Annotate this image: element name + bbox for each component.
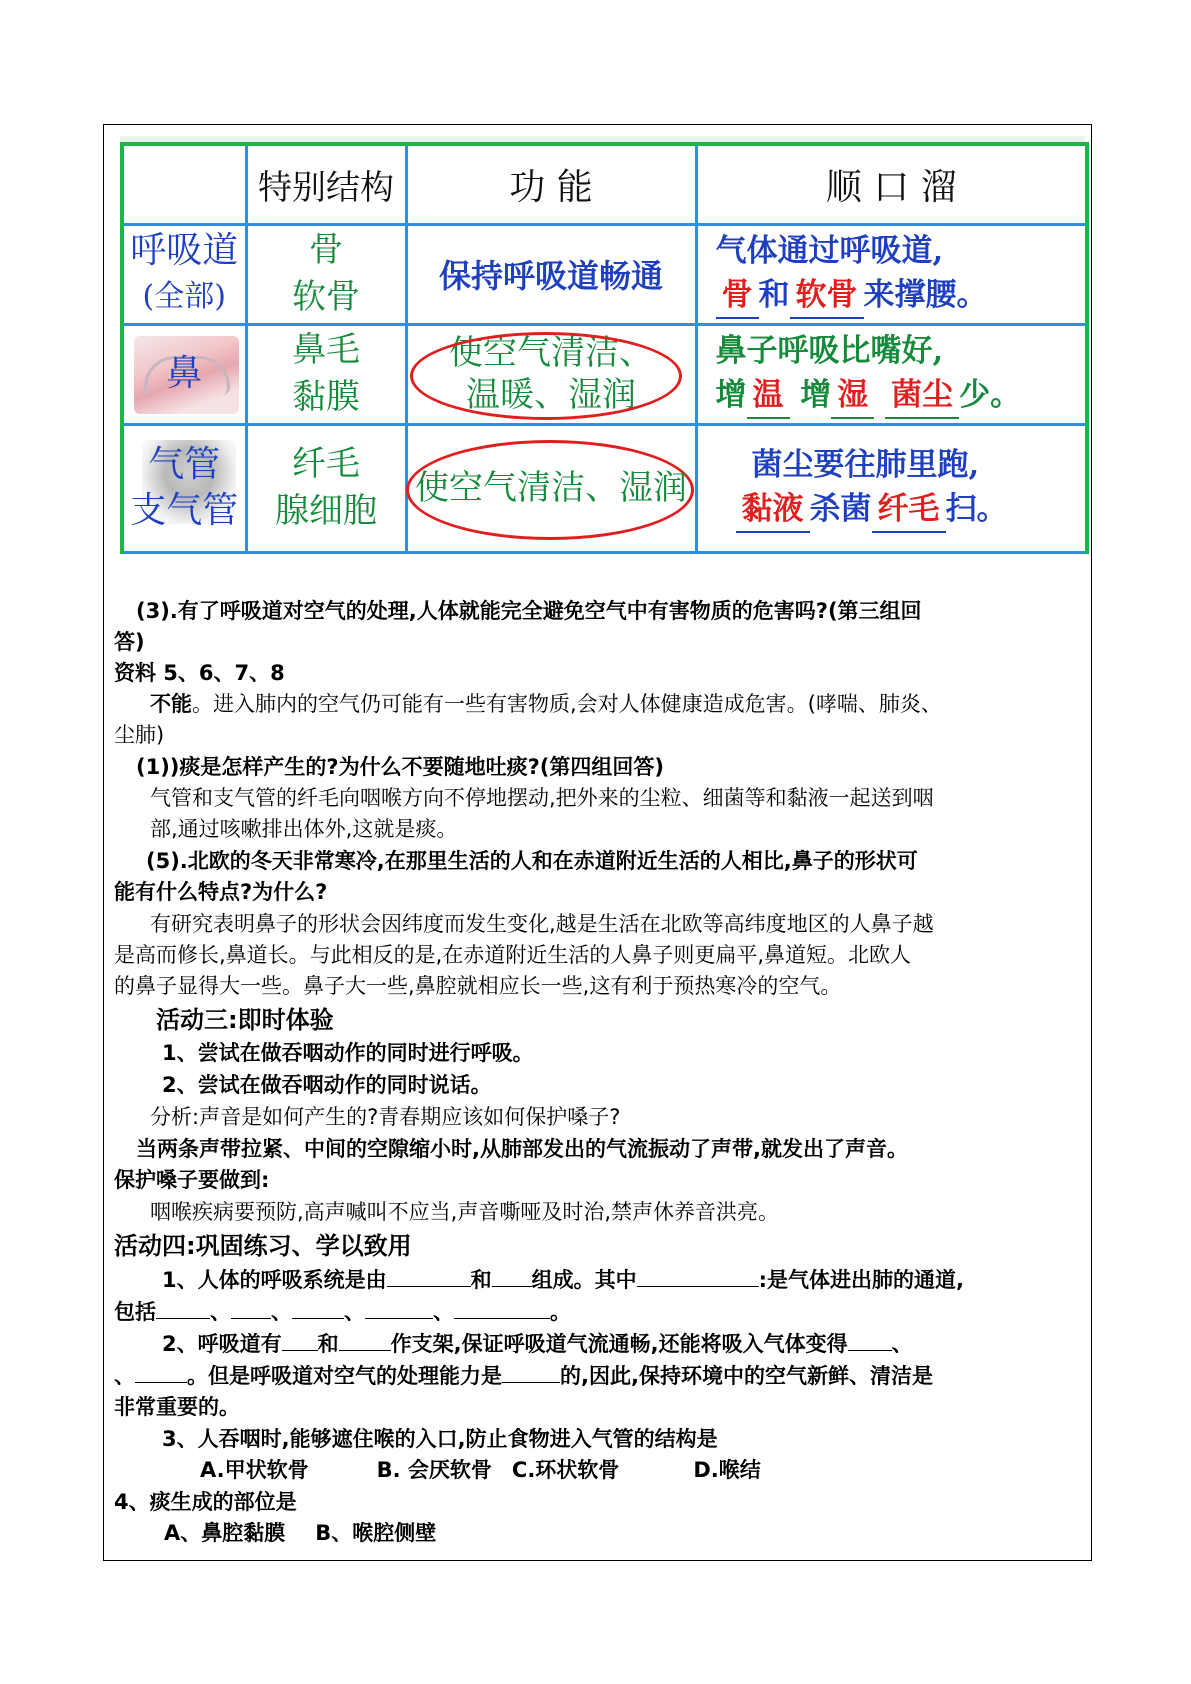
structure-cell <box>246 224 406 324</box>
exercise-text: :是气体进出肺的通道, <box>758 1268 964 1292</box>
rhyme-text: 增 <box>715 377 747 413</box>
respiratory-table-figure <box>120 136 1085 556</box>
question-4: (1))痰是怎样产生的?为什么不要随地吐痰?(第四组回答) <box>136 755 664 779</box>
table-row-airway <box>122 224 1087 324</box>
row-label-nose <box>122 324 246 424</box>
rhyme-line: 气体通过呼吸道, <box>715 233 944 269</box>
answer-blank[interactable] <box>282 1330 318 1351</box>
function-cell: 保持呼吸道畅通 <box>406 224 696 324</box>
header-structure: 特别结构 <box>246 144 406 224</box>
header-rhyme: 顺 口 溜 <box>696 144 1087 224</box>
table-row-nose <box>122 324 1087 424</box>
rhyme-cell <box>696 324 1087 424</box>
highlight-oval <box>410 332 682 420</box>
answer-5-cont: 的鼻子显得大一些。鼻子大一些,鼻腔就相应长一些,这有利于预热寒冷的空气。 <box>114 974 842 998</box>
voice-explanation: 当两条声带拉紧、中间的空隙缩小时,从肺部发出的气流振动了声带,就发出了声音。 <box>136 1137 908 1161</box>
structure-item: 黏膜 <box>292 377 360 417</box>
activity-3-title: 活动三:即时体验 <box>156 1006 334 1034</box>
answer-3-text: 。进入肺内的空气仍可能有一些有害物质,会对人体健康造成危害。(哮喘、肺炎、 <box>192 692 942 716</box>
function-line: 使空气清洁、湿润 <box>415 467 687 508</box>
structure-function-table <box>120 142 1089 554</box>
answer-blank[interactable] <box>292 1298 344 1319</box>
exercise-text: 。但是呼吸道对空气的处理能力是 <box>187 1364 502 1388</box>
option-b[interactable]: B. 会厌软骨 <box>376 1458 492 1482</box>
rhyme-text: 杀菌 <box>809 491 872 527</box>
exercise-2 <box>162 1329 913 1360</box>
separator: 、 <box>210 1300 231 1324</box>
rhyme-line: 鼻子呼吸比嘴好, <box>715 333 944 369</box>
exercise-text: 1、人体的呼吸系统是由 <box>162 1268 387 1292</box>
option-a[interactable]: A.甲状软骨 <box>200 1458 309 1482</box>
blank-answer: 骨 <box>716 273 759 319</box>
blank-answer: 软骨 <box>790 273 864 319</box>
table-header-row <box>122 144 1087 224</box>
rhyme-text: 和 <box>758 277 790 313</box>
activity-3-item: 2、尝试在做吞咽动作的同时说话。 <box>162 1073 492 1097</box>
answer-5: 有研究表明鼻子的形状会因纬度而发生变化,越是生活在北欧等高纬度地区的人鼻子越 <box>150 912 934 936</box>
answer-3-bold: 不能 <box>150 692 192 716</box>
option-a[interactable]: A、鼻腔黏膜 <box>164 1521 286 1545</box>
row-label-sub: 支气管 <box>130 490 239 531</box>
rhyme-text: 扫。 <box>945 491 1008 527</box>
rhyme-cell <box>696 224 1087 324</box>
structure-item: 软骨 <box>292 277 360 317</box>
answer-4-cont: 部,通过咳嗽排出体外,这就是痰。 <box>150 817 458 841</box>
answer-4: 气管和支气管的纤毛向咽喉方向不停地摆动,把外来的尘粒、细菌等和黏液一起送到咽 <box>150 786 934 810</box>
exercise-3-options <box>200 1455 761 1486</box>
exercise-4-options <box>164 1518 436 1549</box>
function-cell <box>406 324 696 424</box>
row-label-main: 鼻 <box>166 353 203 394</box>
rhyme-text: 少。 <box>959 377 1022 413</box>
structure-cell <box>246 324 406 424</box>
materials-ref: 资料 5、6、7、8 <box>114 661 285 685</box>
exercise-1 <box>162 1265 964 1296</box>
separator: 、 <box>344 1300 365 1324</box>
answer-blank[interactable] <box>848 1330 892 1351</box>
row-label-airway <box>122 224 246 324</box>
answer-blank[interactable] <box>135 1362 187 1383</box>
table-row-trachea <box>122 424 1087 552</box>
separator: 。 <box>550 1300 571 1324</box>
blank-answer: 温 <box>747 373 790 419</box>
exercise-text: 的,因此,保持环境中的空气新鲜、清洁是 <box>560 1364 933 1388</box>
answer-blank[interactable] <box>365 1298 433 1319</box>
structure-item: 腺细胞 <box>275 491 377 531</box>
separator: 、 <box>891 1332 913 1356</box>
answer-3 <box>150 689 942 720</box>
answer-blank[interactable] <box>156 1298 210 1319</box>
protect-text: 咽喉疾病要预防,高声喊叫不应当,声音嘶哑及时治,禁声休养音洪亮。 <box>150 1200 780 1224</box>
activity-4-title: 活动四:巩固练习、学以致用 <box>114 1232 412 1260</box>
separator: 、 <box>433 1300 454 1324</box>
function-cell <box>406 424 696 552</box>
row-label-main: 气管 <box>148 444 221 485</box>
answer-blank[interactable] <box>502 1362 560 1383</box>
rhyme-line <box>698 487 1086 533</box>
question-3: (3).有了呼吸道对空气的处理,人体就能完全避免空气中有害物质的危害吗?(第三组回 <box>136 599 922 623</box>
blank-answer: 菌尘 <box>885 373 959 419</box>
row-label-main: 呼吸道 <box>130 230 239 271</box>
blank-answer: 黏液 <box>736 487 810 533</box>
structure-item: 鼻毛 <box>292 330 360 370</box>
structure-item: 骨 <box>309 230 343 270</box>
answer-blank[interactable] <box>637 1266 759 1287</box>
function-line: 使空气清洁、 <box>449 333 653 373</box>
exercise-text: 包括 <box>114 1300 156 1324</box>
option-c[interactable]: C.环状软骨 <box>511 1458 620 1482</box>
option-b[interactable]: B、喉腔侧壁 <box>315 1521 437 1545</box>
exercise-text: 组成。其中 <box>531 1268 637 1292</box>
row-label-trachea <box>122 424 246 552</box>
header-function: 功 能 <box>406 144 696 224</box>
answer-blank[interactable] <box>454 1298 550 1319</box>
answer-5-cont: 是高而修长,鼻道长。与此相反的是,在赤道附近生活的人鼻子则更扁平,鼻道短。北欧人 <box>114 943 912 967</box>
answer-3-cont: 尘肺) <box>114 723 165 747</box>
rhyme-line <box>698 373 1086 419</box>
answer-blank[interactable] <box>231 1298 271 1319</box>
analysis-text: 分析:声音是如何产生的?青春期应该如何保护嗓子? <box>150 1105 621 1129</box>
exercise-2-cont <box>114 1361 933 1392</box>
exercise-4: 4、痰生成的部位是 <box>114 1490 297 1514</box>
activity-3-item: 1、尝试在做吞咽动作的同时进行呼吸。 <box>162 1041 534 1065</box>
exercise-1-cont <box>114 1297 571 1328</box>
question-5: (5).北欧的冬天非常寒冷,在那里生活的人和在赤道附近生活的人相比,鼻子的形状可 <box>146 849 918 873</box>
structure-item: 纤毛 <box>292 444 360 484</box>
row-label-sub: (全部) <box>142 279 226 314</box>
answer-blank[interactable] <box>492 1266 532 1287</box>
exercise-text: 作支架,保证呼吸道气流通畅,还能将吸入气体变得 <box>390 1332 848 1356</box>
rhyme-line: 菌尘要往肺里跑, <box>751 447 980 483</box>
answer-blank[interactable] <box>339 1330 391 1351</box>
function-line: 温暖、湿润 <box>466 375 636 415</box>
option-d[interactable]: D.喉结 <box>693 1458 761 1482</box>
exercise-text: 和 <box>317 1332 339 1356</box>
rhyme-line <box>698 273 1086 319</box>
separator: 、 <box>271 1300 292 1324</box>
header-empty-cell <box>122 144 246 224</box>
blank-answer: 湿 <box>831 373 874 419</box>
blank-answer: 纤毛 <box>872 487 946 533</box>
exercise-text: 、 <box>114 1364 135 1388</box>
exercise-text: 2、呼吸道有 <box>162 1332 282 1356</box>
rhyme-text: 增 <box>800 377 832 413</box>
exercise-3: 3、人吞咽时,能够遮住喉的入口,防止食物进入气管的结构是 <box>162 1427 718 1451</box>
exercise-2-cont: 非常重要的。 <box>114 1395 240 1419</box>
question-3-cont: 答) <box>114 630 145 654</box>
answer-blank[interactable] <box>387 1266 471 1287</box>
question-5-cont: 能有什么特点?为什么? <box>114 880 328 904</box>
rhyme-text: 来撑腰。 <box>863 277 988 313</box>
structure-cell <box>246 424 406 552</box>
rhyme-cell <box>696 424 1087 552</box>
protect-title: 保护嗓子要做到: <box>114 1168 270 1192</box>
exercise-text: 和 <box>470 1268 492 1292</box>
